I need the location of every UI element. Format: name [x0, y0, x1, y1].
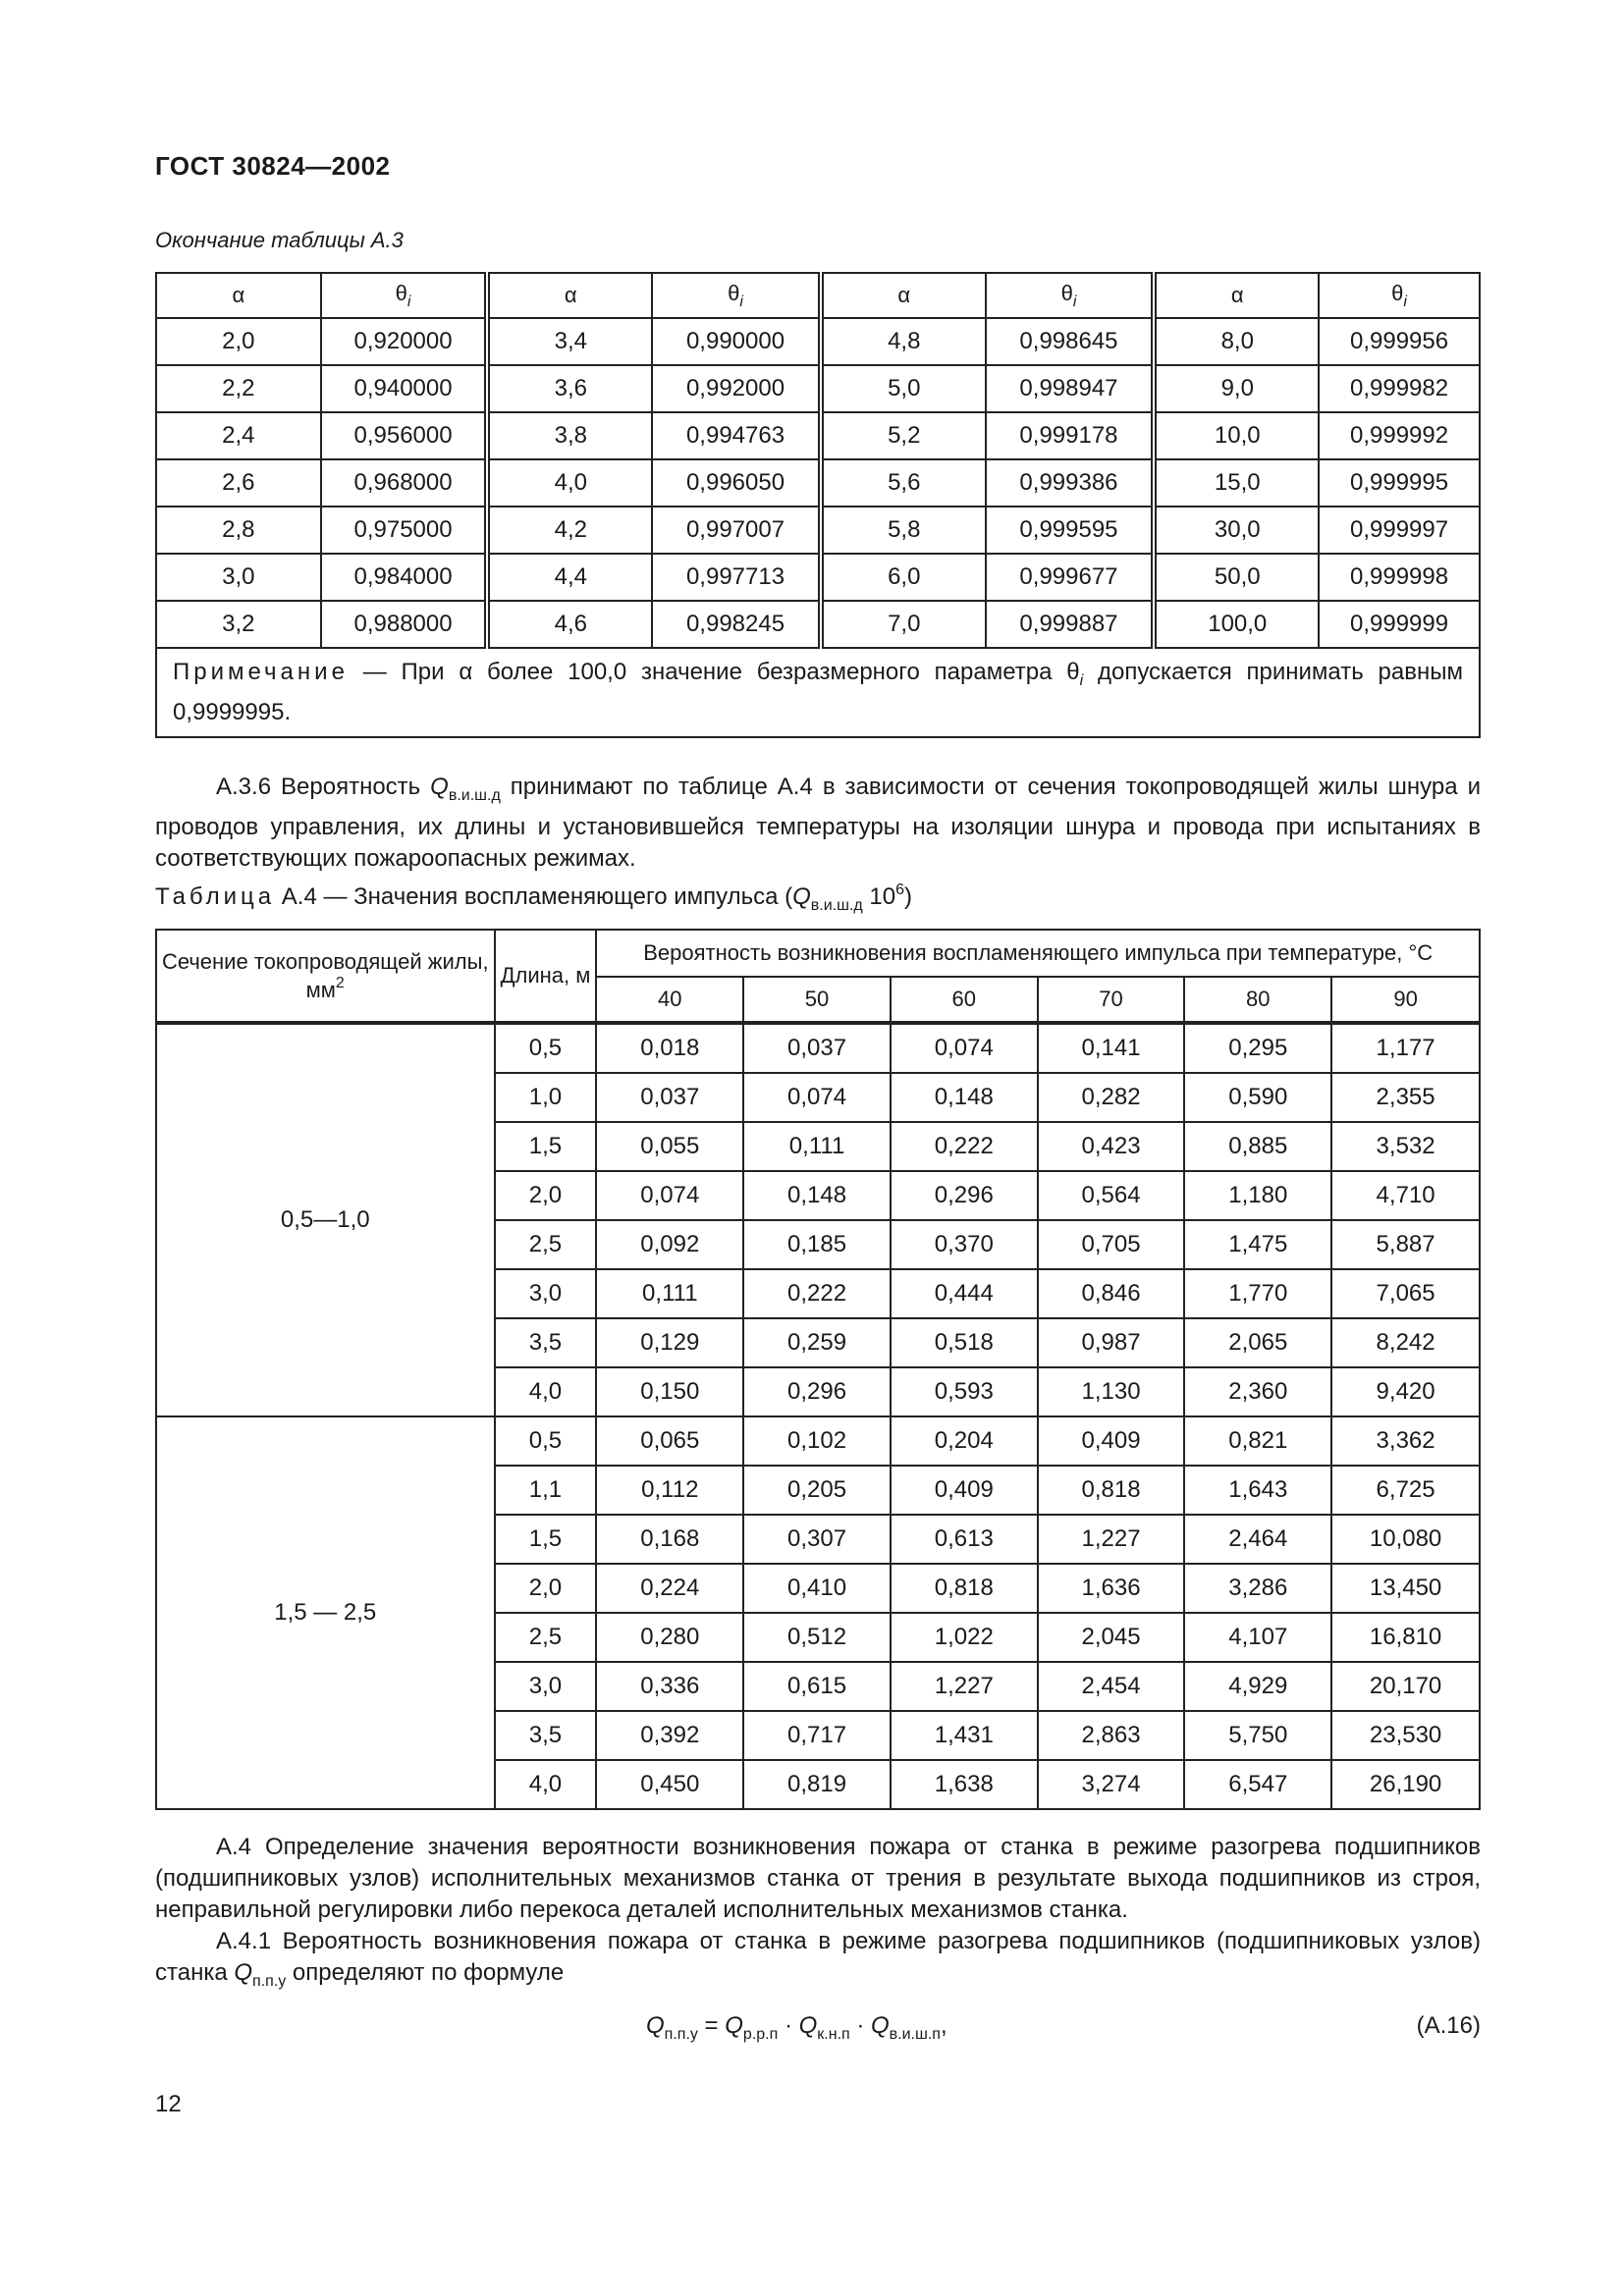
- cell-theta: 0,998947: [986, 365, 1155, 412]
- cell-probability: 6,547: [1184, 1760, 1331, 1809]
- cell-probability: 0,018: [596, 1023, 743, 1073]
- cell-probability: 0,518: [891, 1318, 1038, 1367]
- cell-alpha: 8,0: [1154, 318, 1319, 365]
- cell-probability: 3,362: [1331, 1416, 1480, 1466]
- cell-probability: 2,045: [1038, 1613, 1185, 1662]
- cell-probability: 0,423: [1038, 1122, 1185, 1171]
- document-header: ГОСТ 30824—2002: [155, 151, 391, 181]
- cell-alpha: 50,0: [1154, 554, 1319, 601]
- cell-theta: 0,999982: [1319, 365, 1480, 412]
- header-temperature: 70: [1038, 977, 1185, 1023]
- cell-alpha: 10,0: [1154, 412, 1319, 459]
- cell-theta: 0,920000: [321, 318, 488, 365]
- cell-probability: 2,863: [1038, 1711, 1185, 1760]
- cell-probability: 0,336: [596, 1662, 743, 1711]
- theta-symbol: θ: [728, 280, 740, 305]
- cell-alpha: 2,6: [156, 459, 321, 507]
- cell-length: 0,5: [495, 1023, 597, 1073]
- cell-probability: 0,512: [743, 1613, 891, 1662]
- theta-subscript: i: [1072, 293, 1077, 310]
- cell-theta: 0,999386: [986, 459, 1155, 507]
- cell-probability: 0,150: [596, 1367, 743, 1416]
- table-row: [156, 601, 1480, 648]
- cell-alpha: 4,8: [821, 318, 986, 365]
- cell-probability: 1,643: [1184, 1466, 1331, 1515]
- cell-probability: 4,107: [1184, 1613, 1331, 1662]
- header-alpha: α: [487, 273, 652, 318]
- cell-theta: 0,999997: [1319, 507, 1480, 554]
- table-row: [156, 1023, 1480, 1073]
- cell-probability: 0,846: [1038, 1269, 1185, 1318]
- cell-alpha: 4,0: [487, 459, 652, 507]
- table-a3-note-row: [156, 648, 1480, 737]
- cell-probability: 7,065: [1331, 1269, 1480, 1318]
- cell-probability: 0,590: [1184, 1073, 1331, 1122]
- cell-probability: 0,205: [743, 1466, 891, 1515]
- cell-probability: 26,190: [1331, 1760, 1480, 1809]
- table-row: [156, 459, 1480, 507]
- cell-alpha: 5,0: [821, 365, 986, 412]
- cell-theta: 0,998245: [652, 601, 821, 648]
- cell-probability: 0,112: [596, 1466, 743, 1515]
- cell-probability: 10,080: [1331, 1515, 1480, 1564]
- cell-probability: 0,282: [1038, 1073, 1185, 1122]
- cell-alpha: 3,4: [487, 318, 652, 365]
- cell-probability: 0,370: [891, 1220, 1038, 1269]
- cell-section: 1,5 — 2,5: [156, 1416, 495, 1809]
- cell-probability: 0,141: [1038, 1023, 1185, 1073]
- theta-subscript: i: [1403, 293, 1407, 310]
- cell-probability: 4,929: [1184, 1662, 1331, 1711]
- table-a3-caption: Окончание таблицы А.3: [155, 228, 404, 252]
- table-a3-header-row: [156, 273, 1480, 318]
- cell-alpha: 3,2: [156, 601, 321, 648]
- cell-length: 0,5: [495, 1416, 597, 1466]
- cell-probability: 0,295: [1184, 1023, 1331, 1073]
- cell-alpha: 5,6: [821, 459, 986, 507]
- cell-alpha: 100,0: [1154, 601, 1319, 648]
- cell-section: 0,5—1,0: [156, 1023, 495, 1416]
- paragraph-a-3-6: А.3.6 Вероятность $Q_{в.и.ш.д}$ принимают по таблице А.4 в зависимости от сечения токопроводящей жилы шнура и проводов управления, их длины и установившейся температуры на изоляции шнура и провода при испытаниях в соответствующих пожароопасных режимах.: [155, 774, 1482, 872]
- cell-length: 2,0: [495, 1564, 597, 1613]
- cell-length: 4,0: [495, 1760, 597, 1809]
- paragraph-a-4: А.4 Определение значения вероятности возникновения пожара от станка в режиме разогрева подшипников (подшипниковых узлов) исполнительных механизмов станка от трения в результате выхода подшипников из строя, неправильной регулировки либо перекоса деталей исполнительных механизмов станка.: [155, 1834, 1481, 1923]
- table-a4: [155, 929, 1481, 1810]
- cell-probability: 0,444: [891, 1269, 1038, 1318]
- cell-theta: 0,994763: [652, 412, 821, 459]
- header-temperature: 40: [596, 977, 743, 1023]
- cell-length: 2,0: [495, 1171, 597, 1220]
- cell-alpha: 4,2: [487, 507, 652, 554]
- cell-probability: 0,074: [743, 1073, 891, 1122]
- cell-probability: 0,148: [891, 1073, 1038, 1122]
- cell-probability: 16,810: [1331, 1613, 1480, 1662]
- cell-theta: 0,975000: [321, 507, 488, 554]
- cell-probability: 0,593: [891, 1367, 1038, 1416]
- cell-probability: 0,307: [743, 1515, 891, 1564]
- cell-length: 1,5: [495, 1515, 597, 1564]
- cell-probability: 0,409: [891, 1466, 1038, 1515]
- page-number: 12: [155, 2091, 182, 2117]
- cell-probability: 0,037: [596, 1073, 743, 1122]
- cell-theta: 0,999998: [1319, 554, 1480, 601]
- cell-length: 3,5: [495, 1711, 597, 1760]
- cell-probability: 0,296: [743, 1367, 891, 1416]
- table-row: [156, 507, 1480, 554]
- cell-probability: 3,274: [1038, 1760, 1185, 1809]
- cell-probability: 1,227: [891, 1662, 1038, 1711]
- cell-alpha: 3,0: [156, 554, 321, 601]
- cell-probability: 9,420: [1331, 1367, 1480, 1416]
- cell-probability: 0,705: [1038, 1220, 1185, 1269]
- header-theta: [1319, 273, 1480, 318]
- cell-probability: 0,148: [743, 1171, 891, 1220]
- cell-probability: 0,450: [596, 1760, 743, 1809]
- cell-probability: 1,180: [1184, 1171, 1331, 1220]
- header-temperature: 80: [1184, 977, 1331, 1023]
- cell-alpha: 7,0: [821, 601, 986, 648]
- cell-probability: 0,409: [1038, 1416, 1185, 1466]
- cell-probability: 4,710: [1331, 1171, 1480, 1220]
- cell-probability: 0,392: [596, 1711, 743, 1760]
- cell-probability: 1,177: [1331, 1023, 1480, 1073]
- cell-probability: 0,037: [743, 1023, 891, 1073]
- table-a3: [155, 272, 1481, 738]
- cell-probability: 0,613: [891, 1515, 1038, 1564]
- cell-probability: 0,821: [1184, 1416, 1331, 1466]
- cell-probability: 1,431: [891, 1711, 1038, 1760]
- cell-theta: 0,997007: [652, 507, 821, 554]
- cell-alpha: 9,0: [1154, 365, 1319, 412]
- cell-theta: 0,990000: [652, 318, 821, 365]
- cell-alpha: 4,6: [487, 601, 652, 648]
- cell-probability: 0,102: [743, 1416, 891, 1466]
- cell-theta: 0,999595: [986, 507, 1155, 554]
- formula-number: (А.16): [1416, 2012, 1481, 2039]
- cell-probability: 1,636: [1038, 1564, 1185, 1613]
- cell-alpha: 2,0: [156, 318, 321, 365]
- header-alpha: α: [821, 273, 986, 318]
- header-theta: [986, 273, 1155, 318]
- theta-symbol: θ: [1060, 280, 1073, 305]
- cell-probability: 2,355: [1331, 1073, 1480, 1122]
- cell-length: 4,0: [495, 1367, 597, 1416]
- cell-probability: 0,168: [596, 1515, 743, 1564]
- cell-theta: 0,940000: [321, 365, 488, 412]
- header-alpha: α: [1154, 273, 1319, 318]
- note-subscript: i: [1079, 672, 1084, 689]
- header-theta: [652, 273, 821, 318]
- header-theta: [321, 273, 488, 318]
- cell-theta: 0,999178: [986, 412, 1155, 459]
- cell-alpha: 2,4: [156, 412, 321, 459]
- cell-probability: 0,987: [1038, 1318, 1185, 1367]
- cell-probability: 13,450: [1331, 1564, 1480, 1613]
- cell-probability: 0,717: [743, 1711, 891, 1760]
- cell-alpha: 2,8: [156, 507, 321, 554]
- cell-probability: 2,464: [1184, 1515, 1331, 1564]
- cell-probability: 0,111: [743, 1122, 891, 1171]
- theta-subscript: i: [739, 293, 743, 310]
- cell-probability: 0,259: [743, 1318, 891, 1367]
- cell-probability: 0,222: [891, 1122, 1038, 1171]
- cell-probability: 3,532: [1331, 1122, 1480, 1171]
- cell-length: 3,5: [495, 1318, 597, 1367]
- cell-probability: 3,286: [1184, 1564, 1331, 1613]
- theta-symbol: θ: [1391, 280, 1404, 305]
- cell-probability: 2,454: [1038, 1662, 1185, 1711]
- cell-theta: 0,999887: [986, 601, 1155, 648]
- cell-probability: 0,074: [891, 1023, 1038, 1073]
- cell-theta: 0,996050: [652, 459, 821, 507]
- cell-alpha: 15,0: [1154, 459, 1319, 507]
- cell-probability: 5,887: [1331, 1220, 1480, 1269]
- cell-probability: 0,092: [596, 1220, 743, 1269]
- table-a4-caption: Таблица А.4 — Значения воспламеняющего импульса ($Q_{в.и.ш.д}$ $10^6$): [155, 881, 913, 914]
- cell-alpha: 6,0: [821, 554, 986, 601]
- table-row: [156, 318, 1480, 365]
- cell-theta: 0,999677: [986, 554, 1155, 601]
- cell-probability: 0,885: [1184, 1122, 1331, 1171]
- note-text-end: допускается принимать равным 0,9999995.: [173, 659, 1463, 725]
- cell-probability: 1,638: [891, 1760, 1038, 1809]
- cell-probability: 0,224: [596, 1564, 743, 1613]
- cell-theta: 0,992000: [652, 365, 821, 412]
- cell-length: 2,5: [495, 1220, 597, 1269]
- table-row: [156, 412, 1480, 459]
- table-row: [156, 554, 1480, 601]
- cell-probability: 0,111: [596, 1269, 743, 1318]
- cell-probability: 0,410: [743, 1564, 891, 1613]
- cell-theta: 0,999992: [1319, 412, 1480, 459]
- cell-probability: 1,130: [1038, 1367, 1185, 1416]
- cell-probability: 0,615: [743, 1662, 891, 1711]
- cell-probability: 0,074: [596, 1171, 743, 1220]
- note-text: — При α более 100,0 значение безразмерного параметра θ: [348, 659, 1080, 685]
- cell-length: 3,0: [495, 1269, 597, 1318]
- header-temperature: 50: [743, 977, 891, 1023]
- cell-probability: 0,280: [596, 1613, 743, 1662]
- cell-probability: 1,022: [891, 1613, 1038, 1662]
- cell-theta: 0,998645: [986, 318, 1155, 365]
- cell-theta: 0,999999: [1319, 601, 1480, 648]
- cell-theta: 0,999995: [1319, 459, 1480, 507]
- cell-alpha: 30,0: [1154, 507, 1319, 554]
- cell-theta: 0,968000: [321, 459, 488, 507]
- cell-alpha: 3,6: [487, 365, 652, 412]
- cell-alpha: 4,4: [487, 554, 652, 601]
- formula-expression: $Q_{п.п.у} = Q_{р.р.п} \cdot Q_{к.н.п} \cdot Q_{в.и.ш.п}$,: [646, 2012, 947, 2043]
- cell-probability: 1,770: [1184, 1269, 1331, 1318]
- cell-alpha: 5,8: [821, 507, 986, 554]
- cell-probability: 5,750: [1184, 1711, 1331, 1760]
- cell-length: 1,5: [495, 1122, 597, 1171]
- cell-probability: 0,055: [596, 1122, 743, 1171]
- header-temperature: 90: [1331, 977, 1480, 1023]
- cell-length: 1,1: [495, 1466, 597, 1515]
- cell-theta: 0,956000: [321, 412, 488, 459]
- table-row: [156, 1416, 1480, 1466]
- cell-probability: 23,530: [1331, 1711, 1480, 1760]
- cell-probability: 0,818: [1038, 1466, 1185, 1515]
- cell-length: 3,0: [495, 1662, 597, 1711]
- cell-theta: 0,984000: [321, 554, 488, 601]
- cell-probability: 20,170: [1331, 1662, 1480, 1711]
- cell-probability: 8,242: [1331, 1318, 1480, 1367]
- cell-probability: 2,360: [1184, 1367, 1331, 1416]
- cell-probability: 0,296: [891, 1171, 1038, 1220]
- cell-theta: 0,997713: [652, 554, 821, 601]
- cell-probability: 0,818: [891, 1564, 1038, 1613]
- cell-probability: 2,065: [1184, 1318, 1331, 1367]
- cell-probability: 1,475: [1184, 1220, 1331, 1269]
- cell-probability: 0,564: [1038, 1171, 1185, 1220]
- cell-probability: 0,204: [891, 1416, 1038, 1466]
- cell-alpha: 5,2: [821, 412, 986, 459]
- cell-theta: 0,999956: [1319, 318, 1480, 365]
- cell-probability: 6,725: [1331, 1466, 1480, 1515]
- cell-theta: 0,988000: [321, 601, 488, 648]
- table-row: [156, 365, 1480, 412]
- header-alpha: α: [156, 273, 321, 318]
- cell-probability: 0,129: [596, 1318, 743, 1367]
- cell-alpha: 2,2: [156, 365, 321, 412]
- header-section: Сечение токопроводящей жилы, $мм^2$: [156, 930, 495, 1023]
- cell-length: 1,0: [495, 1073, 597, 1122]
- cell-probability: 0,185: [743, 1220, 891, 1269]
- table-a3-note: [156, 648, 1480, 737]
- note-label: Примечание: [173, 659, 349, 685]
- cell-probability: 0,065: [596, 1416, 743, 1466]
- header-temperature: 60: [891, 977, 1038, 1023]
- header-length: Длина, м: [495, 930, 597, 1023]
- cell-probability: 1,227: [1038, 1515, 1185, 1564]
- theta-symbol: θ: [395, 280, 407, 305]
- cell-probability: 0,819: [743, 1760, 891, 1809]
- header-probability: Вероятность возникновения воспламеняющего импульса при температуре, °С: [596, 930, 1480, 977]
- cell-probability: 0,222: [743, 1269, 891, 1318]
- paragraph-a-4-1: А.4.1 Вероятность возникновения пожара от станка в режиме разогрева подшипников (подшипниковых узлов) станка $Q_{п.п.у}$ определяют по формуле: [155, 1928, 1481, 1990]
- cell-length: 2,5: [495, 1613, 597, 1662]
- theta-subscript: i: [406, 293, 411, 310]
- cell-alpha: 3,8: [487, 412, 652, 459]
